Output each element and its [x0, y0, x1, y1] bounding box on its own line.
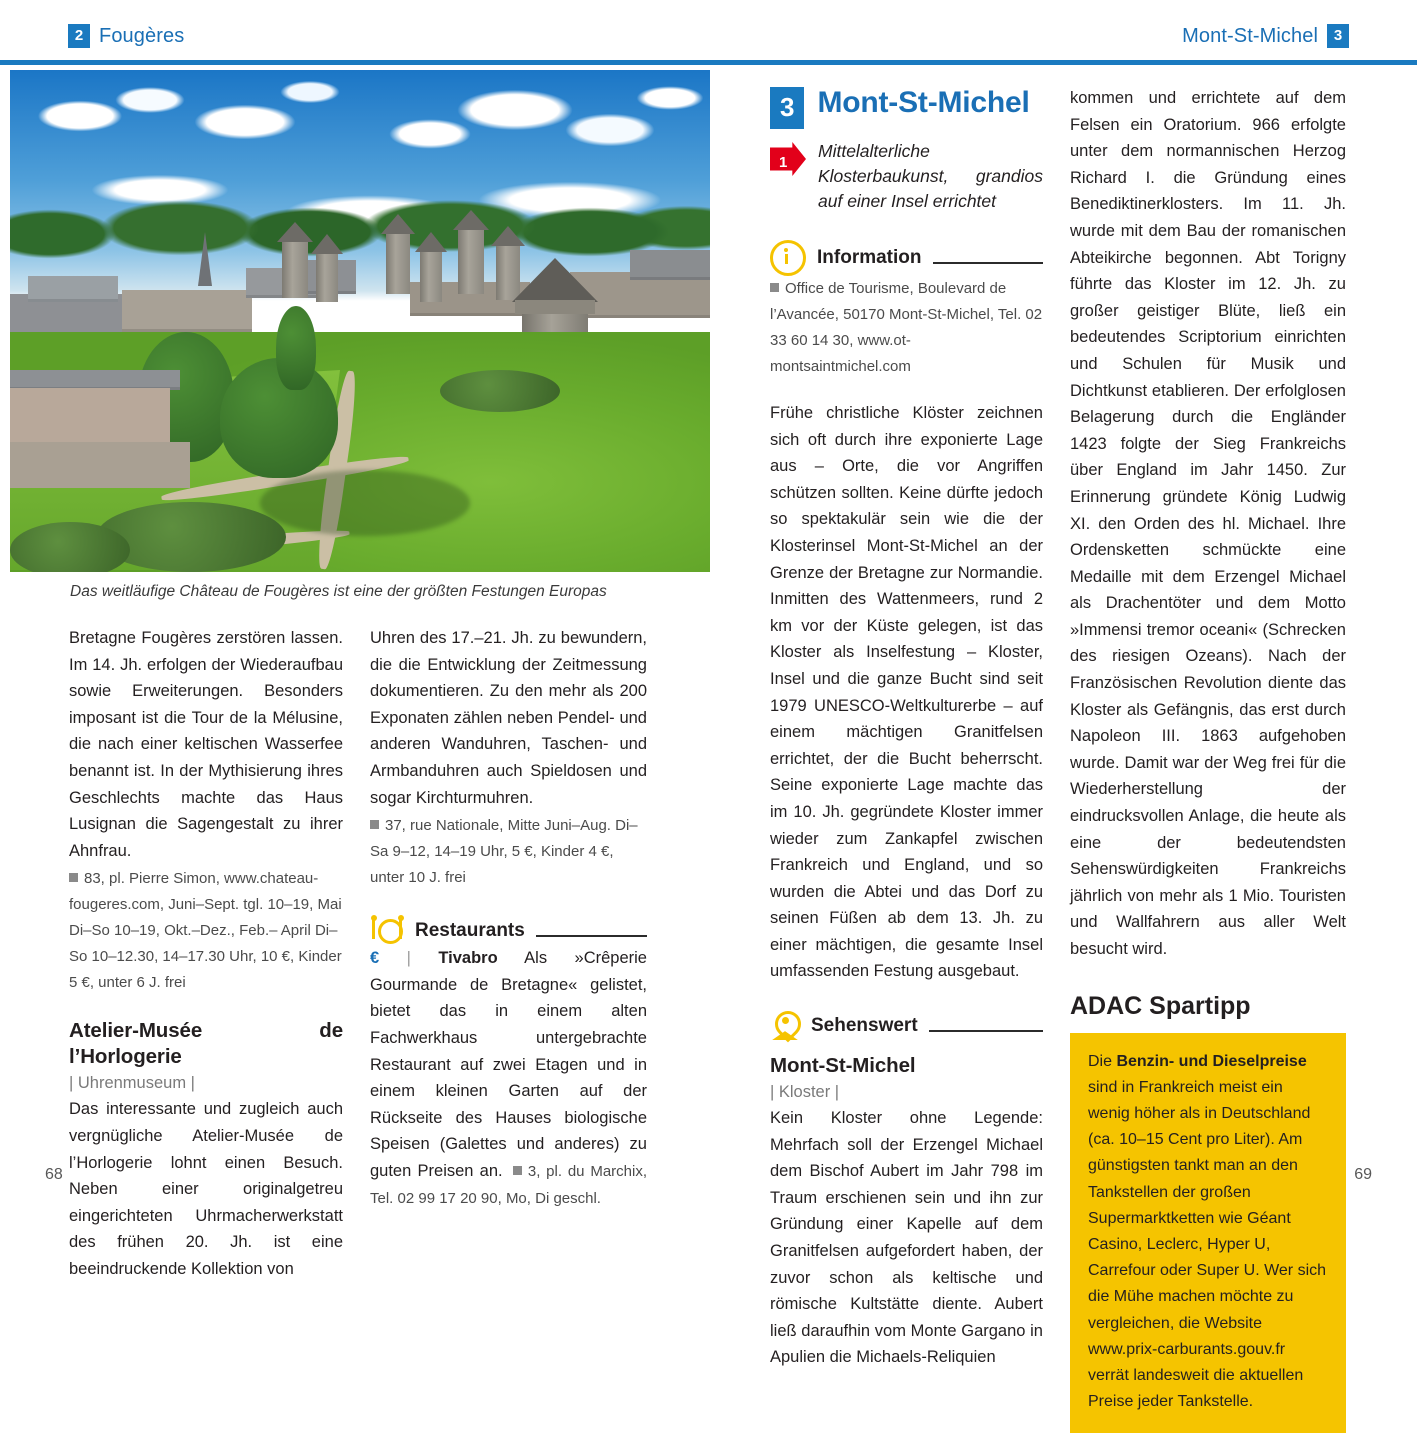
information-contact	[770, 276, 1043, 380]
restaurant-description: Als »Crêperie Gourmande de Bretagne« gelistet, bietet das in einem alten Fachwerkhaus untergebrachte Restaurant auf zwei Etagen und in einem kleinen Garten auf der Rückseite des Hauses biologische Speisen (Galettes und anderes) zu guten Preisen an.	[370, 949, 647, 1180]
section-rule	[536, 935, 647, 937]
information-contact-text: Office de Tourisme, Boulevard de l’Avancée, 50170 Mont-St-Michel, Tel. 02 33 60 14 30, www.ot-montsaintmichel.com	[770, 280, 1043, 375]
practical-info-chateau	[69, 866, 343, 996]
running-head-left-title: Fougères	[99, 24, 185, 47]
square-bullet-icon	[513, 1166, 522, 1175]
page-number-right: 69	[1354, 1166, 1372, 1183]
chapter-badge-left: 2	[68, 24, 90, 48]
section-header-sehenswert-label: Sehenswert	[811, 1014, 918, 1036]
sight-title-mont-st-michel: Mont-St-Michel	[770, 1054, 916, 1078]
text-column-2	[370, 625, 647, 1212]
paragraph-horlogerie-continued: Uhren des 17.–21. Jh. zu bewundern, die die Entwicklung der Zeitmessung dokumentieren. Zu den mehr als 200 Exponaten zählen neben Pendel- und anderen Wanduhren, Taschen- und Armbanduhren auch Spieldosen und sogar Kirchturmuhren.	[370, 629, 647, 807]
section-header-restaurants	[370, 917, 647, 945]
section-header-information-label: Information	[817, 246, 922, 268]
running-head-right	[1182, 24, 1349, 48]
photo-shrub	[440, 370, 560, 412]
route-number: 1	[779, 154, 788, 171]
photo-shrub	[10, 522, 130, 572]
map-pin-icon	[770, 1011, 800, 1041]
paragraph-fougeres-continued: Bretagne Fougères zerstören lassen. Im 14. Jh. erfolgen der Wiederaufbau sowie Erweiterungen. Besonders imposant ist die Tour de la Mélusine, die nach einer keltischen Wasserfee benannt ist. In der Mythisierung ihres Geschlechts machte das Haus Lusignan die Sagengestalt zu ihrer Ahnfrau.	[69, 629, 343, 860]
photo-moat-wall	[10, 442, 190, 488]
running-head-right-title: Mont-St-Michel	[1182, 24, 1318, 47]
chapter-badge-right: 3	[1327, 24, 1349, 48]
practical-info-horlogerie	[370, 813, 647, 891]
photo-caption: Das weitläufige Château de Fougères ist eine der größten Festungen Europas	[70, 583, 607, 600]
text-column-1	[69, 625, 343, 1283]
paragraph-mont-st-michel-intro: Frühe christliche Klöster zeichnen sich oft durch ihre exponierte Lage aus – Orte, die vor Angriffen schützen sollten. Keine dürfte jedoch so spektakulär sein wie die der Klosterinsel Mont-St-Michel an der Grenze der Bretagne zur Normandie. Inmitten des Wattenmeers, rund 2 km vor der Küste gelegen, ist das Kloster als Inselfestung – Kloster, Insel und die ganze Bucht sind seit 1979 UNESCO-Weltkulturerbe – auf einem mächtigen Granitfelsen errichtet, der die Bucht beherrscht. Seine exponierte Lage machte das im 10. Jh. gegründete Kloster immer wieder zum Zankapfel zwischen Frankreich und England, und so wurden die Abtei und das Dorf zu seinen Füßen ab dem 13. Jh. zu einer mächtigen, die gesamte Insel umfassenden Festung ausgebaut.	[770, 404, 1043, 981]
section-header-restaurants-label: Restaurants	[415, 919, 525, 941]
plate-cutlery-icon	[370, 917, 404, 945]
poi-type-horlogerie: | Uhrenmuseum |	[69, 1074, 195, 1093]
tip-text-before: Die	[1088, 1052, 1117, 1070]
running-head-left	[68, 24, 184, 48]
restaurant-price-class: €	[370, 949, 380, 968]
adac-spartipp-heading: ADAC Spartipp	[1070, 991, 1251, 1020]
section-rule	[933, 262, 1044, 264]
square-bullet-icon	[770, 283, 779, 292]
poi-tagline: Mittelalterliche Klosterbaukunst, grandios auf einer Insel errichtet	[818, 141, 1043, 211]
paragraph-history-continued: kommen und errichtete auf dem Felsen ein Oratorium. 966 erfolgte unter dem normannischen Herzog Richard I. die Gründung eines Benediktinerklosters. Im 11. Jh. wurde mit dem Bau der romanischen Abteikirche begonnen. Abt Torigny führte das Kloster im 12. Jh. zu großer geistiger Blüte, ließ ein bedeutendes Scriptorium einrichten und Schulen für Musik und Dichtkunst etablieren. Der erfolglosen Belagerung durch die Engländer 1423 folgte der Sieg Frankreichs über England im Jahr 1450. Zur Erinnerung gründete König Ludwig XI. den Orden des hl. Michael. Ihre Ordensketten schmückte eine Medaille mit dem Erzengel Michael als Drachentöter und dem Motto »Immensi tremor oceani« (Schrecken des riesigen Ozeans). Nach der Französischen Revolution diente das Kloster als Gefängnis, das erst durch Napoleon III. 1863 aufgehoben wurde. Damit war der Weg frei für die Wiederherstellung der eindrucksvollen Anlage, die heute als eine der bedeutendsten Sehenswürdigkeiten Frankreichs jährlich von mehr als 1 Mio. Touristen und Wallfahrern aus aller Welt besucht wird.	[1070, 89, 1346, 958]
paragraph-sight-legend: Kein Kloster ohne Legende: Mehrfach soll der Erzengel Michael dem Bischof Aubert im Jahr 798 im Traum erschienen sein und ihn zur Gründung einer Kapelle auf dem Granitfelsen aufgefordert haben, der zuvor schon als keltische und römische Kultstätte diente. Aubert ließ daraufhin vom Monte Gargano in Apulien die Michaels-Reliquien	[770, 1109, 1043, 1367]
tip-text-after: sind in Frankreich meist ein wenig höher als in Deutschland (ca. 10–15 Cent pro Liter). Am günstigsten tankt man an den Tankstellen der großen Supermarktketten wie Géant Casino, Leclerc, Hyper U, Carrefour oder Super U. Wer sich die Mühe machen möchte zu vergleichen, die Website www.prix-carburants.gouv.fr verrät landesweit die aktuellen Preise jeder Tankstelle.	[1088, 1078, 1327, 1411]
poi-heading-title: Mont-St-Michel	[817, 86, 1030, 119]
restaurant-address: 3, pl. du Marchix, Tel. 02 99 17 20 90, Mo, Di geschl.	[370, 1162, 647, 1207]
square-bullet-icon	[69, 873, 78, 882]
section-rule	[929, 1030, 1043, 1032]
photo-tree	[276, 306, 316, 390]
text-column-4	[1070, 85, 1346, 1433]
adac-spartipp-box	[1070, 1033, 1346, 1433]
section-header-information	[770, 240, 1043, 276]
poi-heading-mont-st-michel	[770, 85, 1043, 129]
paragraph-horlogerie: Das interessante und zugleich auch vergnügliche Atelier-Musée de l’Horlogerie lohnt einen Besuch. Neben einer originalgetreu eingerichteten Uhrmacherwerkstatt des frühen 20. Jh. ist eine beeindruckende Kollektion von	[69, 1100, 343, 1278]
text-column-3	[770, 85, 1043, 1371]
running-head	[0, 0, 1417, 62]
poi-number-badge: 3	[770, 87, 804, 129]
square-bullet-icon	[370, 820, 379, 829]
section-header-sehenswert	[770, 1011, 1043, 1041]
poi-tagline-row	[770, 139, 1043, 214]
photo-town	[10, 220, 710, 350]
restaurant-entry-tivabro	[370, 945, 647, 1212]
route-arrow-icon	[770, 142, 806, 176]
photo-image	[10, 70, 710, 572]
restaurant-name: Tivabro	[438, 949, 498, 968]
poi-title-horlogerie: Atelier-Musée de l’Horlogerie	[69, 1019, 343, 1069]
restaurant-separator: |	[406, 949, 411, 968]
photo-house-wall	[10, 388, 170, 444]
photo-house-row	[10, 370, 180, 390]
sight-type-kloster: | Kloster |	[770, 1083, 840, 1102]
photo-chateau-de-fougeres	[10, 70, 710, 572]
info-circle-icon	[770, 240, 806, 276]
practical-info-text: 37, rue Nationale, Mitte Juni–Aug. Di–Sa 9–12, 14–19 Uhr, 5 €, Kinder 4 €, unter 10 J. frei	[370, 817, 638, 887]
page-number-left: 68	[45, 1166, 63, 1183]
practical-info-text: 83, pl. Pierre Simon, www.chateau-fougeres.com, Juni–Sept. tgl. 10–19, Mai Di–So 10–19, Okt.–Dez., Feb.– April Di–So 10–12.30, 14–17.30 Uhr, 10 €, Kinder 5 €, unter 6 J. frei	[69, 870, 342, 992]
tip-bold-term: Benzin- und Dieselpreise	[1116, 1052, 1307, 1070]
